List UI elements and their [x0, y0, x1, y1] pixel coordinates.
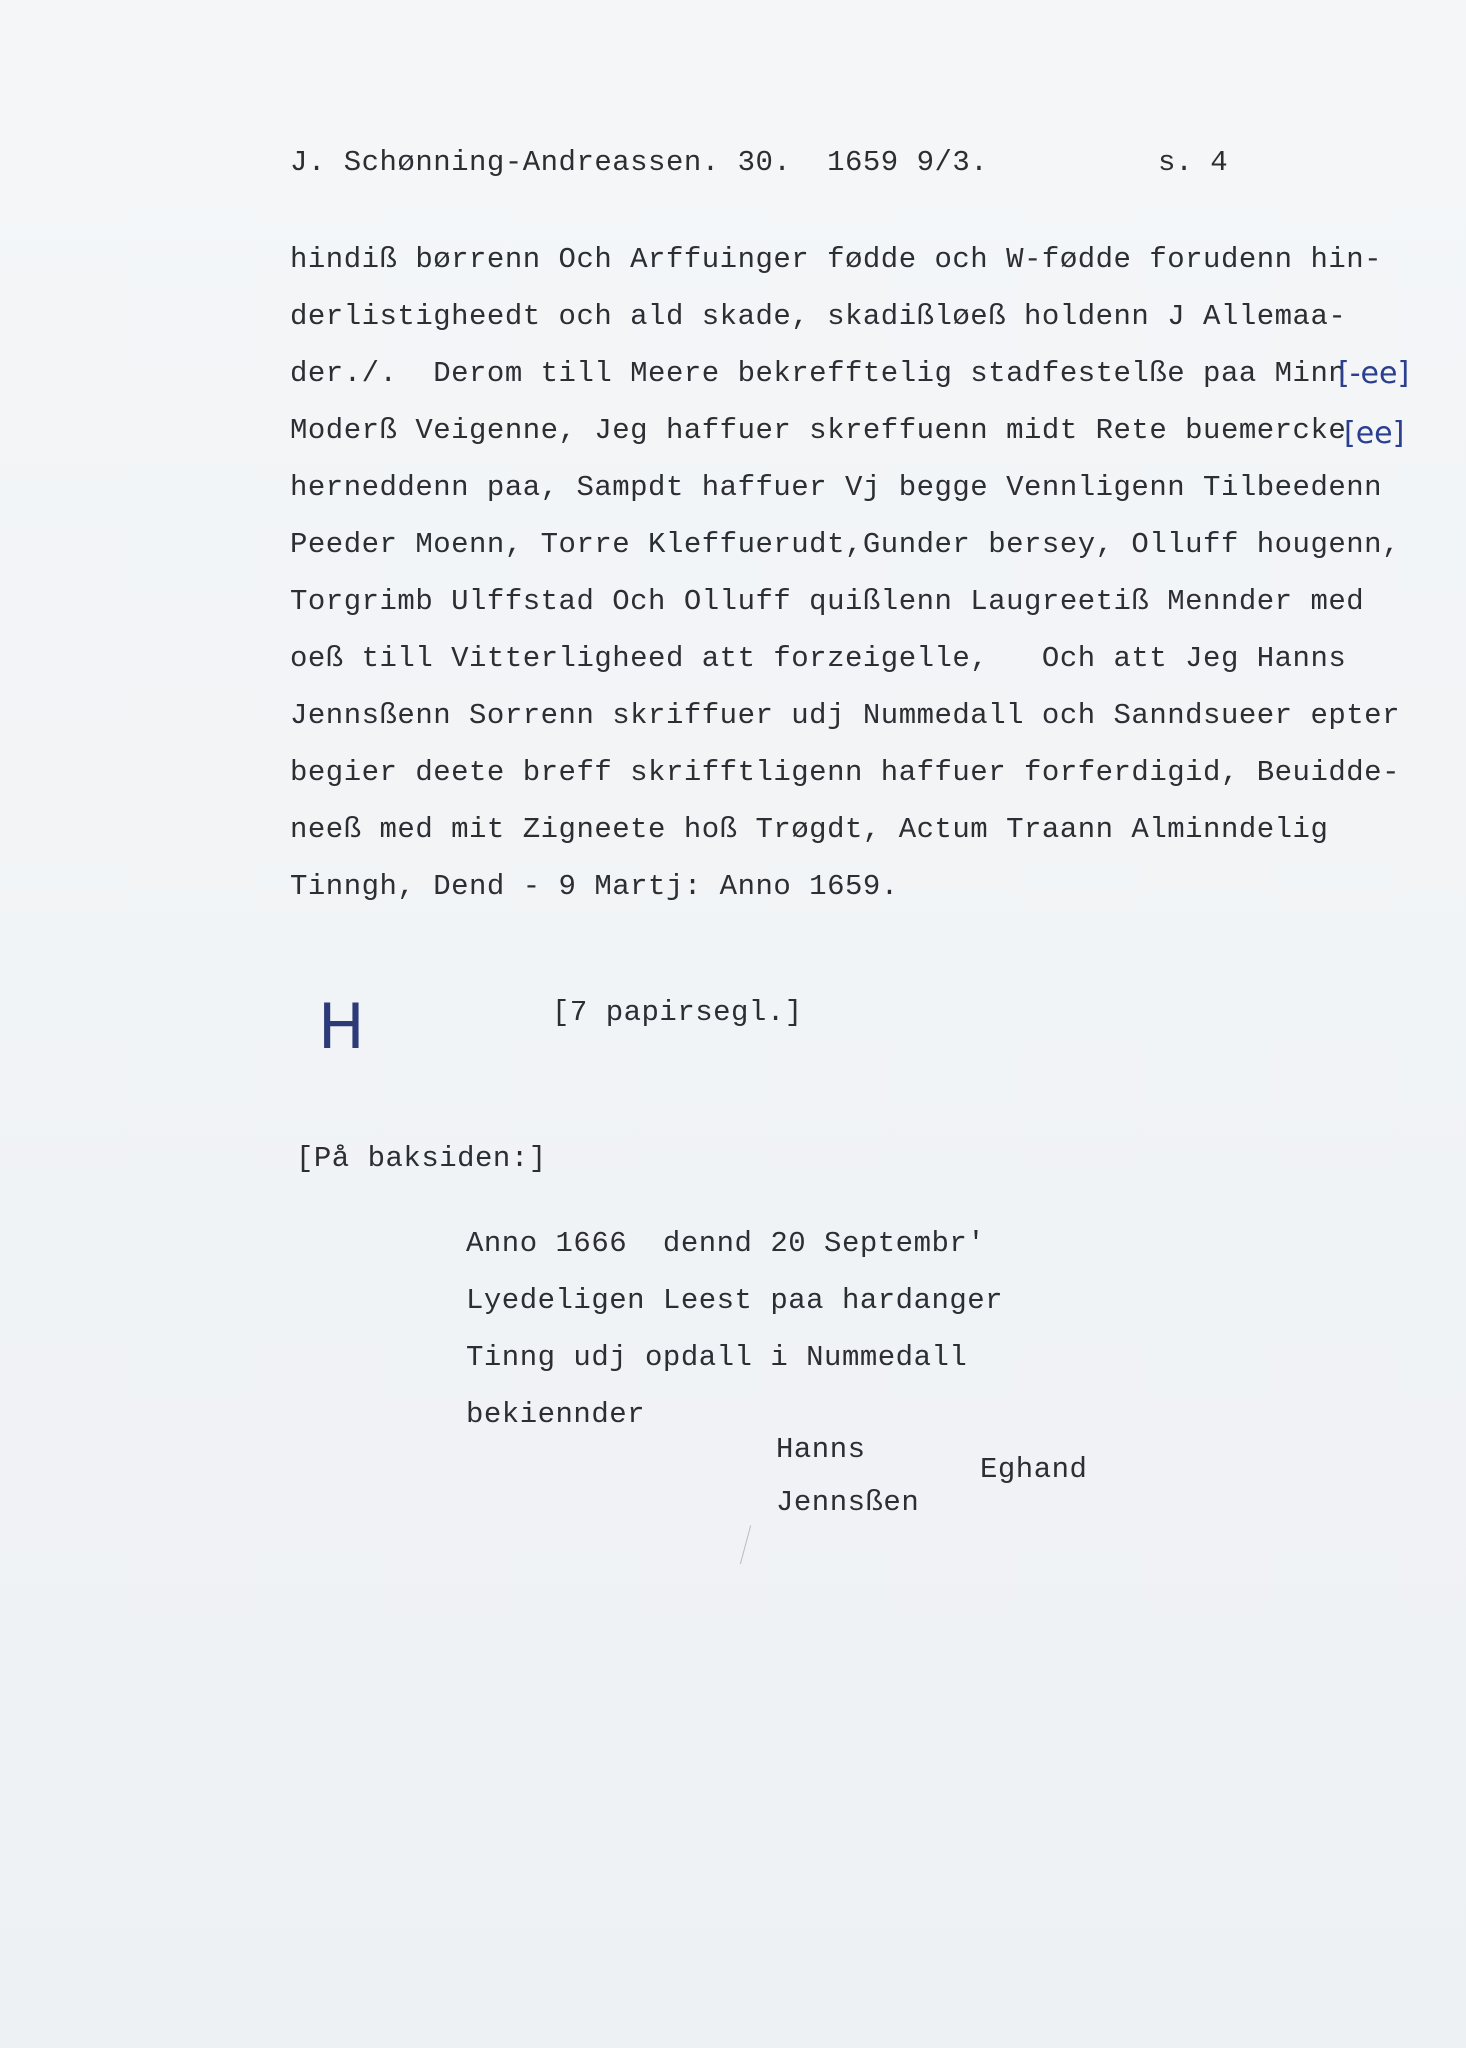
pen-stroke-mark [740, 1525, 753, 1564]
signature-first-name: Hanns [776, 1433, 866, 1466]
body-line-4: Moderß Veigenne, Jeg haffuer skreffuenn midt Rete buemercke [290, 414, 1347, 447]
signature-last-name: Jennsßen [776, 1486, 920, 1519]
margin-note-1: [-ee] [1338, 356, 1410, 391]
body-line-1: hindiß børrenn Och Arffuinger fødde och W-fødde forudenn hin- [290, 243, 1383, 276]
body-line-10: begier deete breff skrifftligenn haffuer forferdigid, Beuidde- [290, 756, 1400, 789]
body-line-6: Peeder Moenn, Torre Kleffuerudt,Gunder bersey, Olluff hougenn, [290, 528, 1400, 561]
body-line-9: Jennsßenn Sorrenn skriffuer udj Nummedall och Sanndsueer epter [290, 699, 1400, 732]
margin-note-2: [ee] [1344, 416, 1405, 451]
body-line-2: derlistigheedt och ald skade, skadißløeß holdenn J Allemaa- [290, 300, 1347, 333]
body-line-11: neeß med mit Zigneete hoß Trøgdt, Actum Traann Alminndelig [290, 813, 1329, 846]
body-line-5: herneddenn paa, Sampdt haffuer Vj begge Vennligenn Tilbeedenn [290, 471, 1383, 504]
seal-caption: [7 papirsegl.] [552, 996, 803, 1029]
page-number: s. 4 [1158, 146, 1228, 179]
backside-line-4: bekiennder [466, 1398, 646, 1431]
backside-line-3: Tinng udj opdall i Nummedall [466, 1341, 968, 1374]
body-line-7: Torgrimb Ulffstad Och Olluff quißlenn Laugreetiß Mennder med [290, 585, 1365, 618]
body-line-12: Tinngh, Dend - 9 Martj: Anno 1659. [290, 870, 899, 903]
document-header: J. Schønning-Andreassen. 30. 1659 9/3. [290, 146, 989, 179]
signature-mark: Eghand [980, 1453, 1088, 1486]
backside-line-2: Lyedeligen Leest paa hardanger [466, 1284, 1004, 1317]
backside-line-1: Anno 1666 dennd 20 Septembr' [466, 1227, 986, 1260]
body-line-3: der./. Derom till Meere bekrefftelig stadfestelße paa Minn [290, 357, 1347, 390]
backside-heading: [På baksiden:] [296, 1142, 547, 1175]
body-line-8: oeß till Vitterligheed att forzeigelle, Och att Jeg Hanns [290, 642, 1347, 675]
seal-monogram: H [318, 990, 365, 1063]
